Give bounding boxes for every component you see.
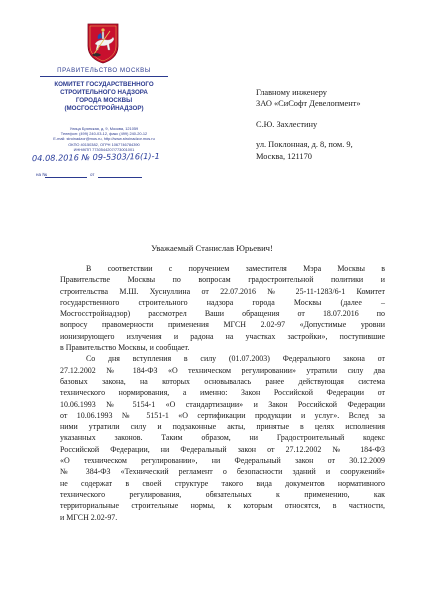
body-line: вопросу правомерности применения МГСН 2.02-97 «Допустимые уровни [60,320,385,330]
body-line: технического нормирования, а именно: Закон Российской Федерации от [60,388,385,398]
body-line: 27.12.2002 № 184-ФЗ «О техническом регулировании» утратили силу два [60,365,385,375]
body-line: ними утратили силу и подзаконные акты, принятые в целях исполнения [60,422,385,432]
ref-no-label: на № [36,172,48,177]
body-line: территориальные строительные нормы, к которым относятся, в частности, [60,501,385,511]
letter-greeting: Уважаемый Станислав Юрьевич! [151,243,273,253]
committee-line: КОМИТЕТ ГОСУДАРСТВЕННОГО [54,81,154,88]
addressee-name: С.Ю. Захлестину [256,119,318,129]
body-paragraph [60,263,385,353]
addressee-line: Главному инженеру [256,88,327,97]
contact-line: Телефон: (499) 240-03-12, факс (499) 240-20-12 [60,131,148,137]
contact-line: ИНН/КПП 7730544207/773001001 [73,146,135,152]
reference-line [32,171,168,179]
body-line: технического регулирования, обязательных к применению, как [60,489,385,499]
moscow-coat-of-arms-icon [86,22,120,64]
body-line: В соответствии с поручением заместителя Мэра Москвы в [86,264,385,273]
letterhead-divider [40,76,168,77]
body-line: ионизирующего излучения и радона на участках застройки», поступившие [60,331,385,341]
body-line: не содержат в своей структуре такого вида документов нормативного [60,478,385,488]
body-line: Мосгосстройнадзор) рассмотрел Ваши обращения от 18.07.2016 по [60,309,385,319]
body-line: и МГСН 2.02-97. [60,512,118,522]
body-line: № 384-ФЗ «Технический регламент о безопасности зданий и сооружений» [60,467,385,477]
body-line: строительства М.Ш. Хуснуллина от 22.07.2016 № 25-11-1283/6-1 Комитет [60,286,385,296]
committee-line: СТРОИТЕЛЬНОГО НАДЗОРА [60,89,148,97]
addressee-block [256,87,416,162]
body-line: Правительстве Москвы по вопросам градостроительной политики и [60,275,385,285]
addressee-address-line: Москва, 121170 [256,151,312,161]
body-line: Со дня вступления в силу (01.07.2003) Федерального закона от [86,354,385,364]
body-line: от 10.06.1993 № 5151-1 «О сертификации продукции и услуг». Вслед за [60,410,385,420]
government-name: ПРАВИТЕЛЬСТВО МОСКВЫ [57,67,151,74]
outgoing-number-stamp: 04.08.2016 № 09-5303/16(1)-1 [31,150,160,164]
addressee-line: ЗАО «СиСофт Девелопмент» [256,99,361,109]
body-line: Российской Федерации, ни Федеральный закон от 27.12.2002 № 184-ФЗ [60,444,385,454]
body-line: 10.06.1993 № 5154-1 «О стандартизации» и Закон Российской Федерации [60,399,385,409]
addressee-address-line: ул. Поклонная, д. 8, пом. 9, [256,140,353,150]
contact-line: ОКПО 40150382, ОГРН 1067746784390 [68,141,140,147]
body-line: государственного строительного надзора города Москвы (далее – [60,297,385,307]
committee-line: ГОРОДА МОСКВЫ [75,97,133,105]
body-line: «О техническом регулировании», ни Федеральный закон от 30.12.2009 [60,456,385,466]
committee-name [38,81,170,113]
ref-from-label: от [90,172,95,177]
body-line: в Правительство Москвы, и сообщает. [60,343,190,353]
letter-body [60,263,385,523]
ref-from-underline [98,177,142,178]
body-line: базовых закона, на которых основывалась ранее действующая система [60,376,385,386]
contact-line: E-mail: stroinadzor@mos.ru, http://www.stroinadzor.mos.ru [53,136,155,142]
contact-line: Улица Брянская, д. 9, Москва, 121059 [69,126,139,131]
body-paragraph [60,353,385,522]
committee-contacts [38,126,170,152]
committee-line: (МОСГОССТРОЙНАДЗОР) [64,105,144,113]
ref-no-underline [45,177,87,178]
body-line: указанных законов. Таким образом, ни Градостроительный кодекс [60,433,385,443]
